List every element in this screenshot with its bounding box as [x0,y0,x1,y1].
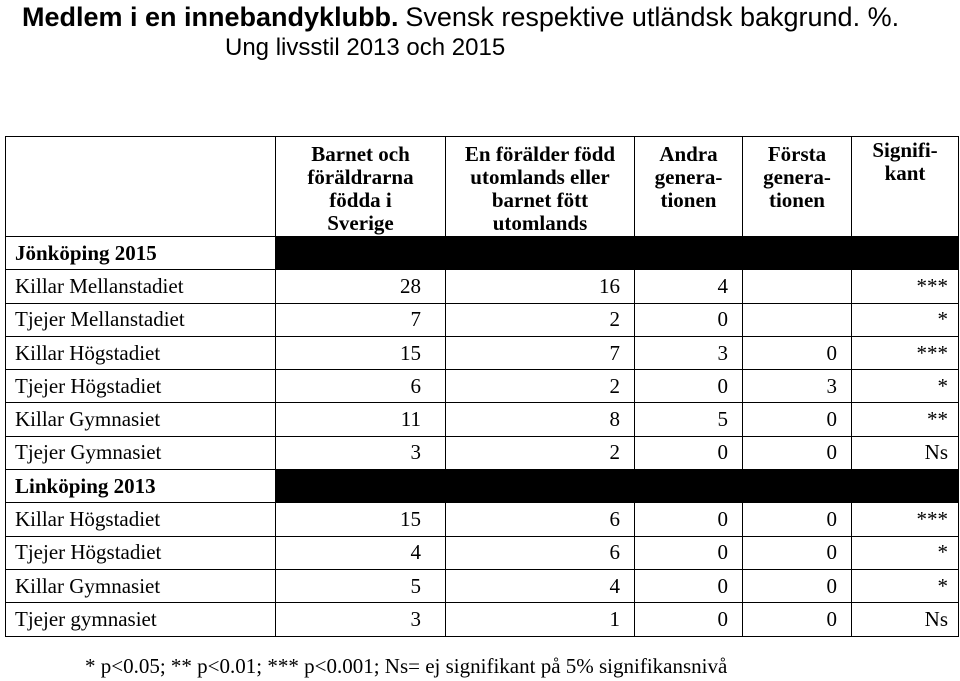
cell-value: 0 [743,336,852,369]
cell-significance: *** [852,503,959,536]
col-header-line: Första [767,142,827,166]
cell-value: 4 [635,270,743,303]
row-label: Tjejer Högstadiet [6,370,276,403]
table-header-row [6,137,959,237]
col-header-line: födda i [329,188,392,212]
title-bold: Medlem i en innebandyklubb. [22,2,399,32]
cell-value: 3 [276,603,446,636]
cell-value: 0 [635,569,743,602]
cell-value: 0 [743,403,852,436]
cell-value: 0 [743,503,852,536]
cell-value: 16 [446,270,635,303]
table-row [6,603,959,636]
col-header-second-generation [635,137,743,237]
page-title [22,2,899,32]
table-row [6,569,959,602]
title-rest: Svensk respektive utländsk bakgrund. %. [405,2,900,32]
table-row [6,403,959,436]
cell-value: 7 [276,303,446,336]
row-label: Tjejer gymnasiet [6,603,276,636]
col-header-first-generation [743,137,852,237]
cell-value: 2 [446,303,635,336]
table-body [6,237,959,637]
footnote: * p<0.05; ** p<0.01; *** p<0.001; Ns= ej signifikant på 5% signifikansnivå [85,654,728,678]
cell-value: 4 [446,569,635,602]
col-header-line: tionen [660,188,717,212]
col-header-line: genera- [654,165,723,189]
cell-significance: *** [852,336,959,369]
cell-value: 15 [276,503,446,536]
cell-significance: ** [852,403,959,436]
table-row [6,536,959,569]
cell-value: 2 [446,370,635,403]
col-header-line: barnet fött [491,188,589,212]
cell-value: 0 [635,370,743,403]
row-label: Killar Högstadiet [6,503,276,536]
cell-value: 3 [743,370,852,403]
row-label: Killar Gymnasiet [6,569,276,602]
data-table [5,136,959,637]
col-header-line: utomlands eller [470,165,610,189]
cell-value: 6 [446,503,635,536]
group-label: Linköping 2013 [6,470,276,503]
cell-value [743,270,852,303]
cell-value: 3 [635,336,743,369]
col-header-line: En förälder född [464,142,616,166]
cell-value: 0 [635,536,743,569]
cell-significance: * [852,569,959,602]
cell-significance: * [852,536,959,569]
cell-value: 6 [446,536,635,569]
row-label: Tjejer Mellanstadiet [6,303,276,336]
cell-value: 8 [446,403,635,436]
row-label: Tjejer Högstadiet [6,536,276,569]
cell-value: 4 [276,536,446,569]
col-header-line: genera- [763,165,831,189]
cell-value: 3 [276,436,446,469]
group-header-row [6,470,959,503]
cell-value: 15 [276,336,446,369]
table-row [6,270,959,303]
cell-value: 5 [635,403,743,436]
group-header-row [6,237,959,270]
table-row [6,336,959,369]
cell-value: 0 [635,603,743,636]
col-header-sweden [276,137,446,237]
col-header-significant [852,137,959,237]
cell-significance: *** [852,270,959,303]
cell-significance: * [852,303,959,336]
col-header-line: tionen [768,188,825,212]
col-header-line: Signifi- [872,138,938,162]
row-label: Killar Högstadiet [6,336,276,369]
table-row [6,436,959,469]
cell-value: 5 [276,569,446,602]
header-empty [6,137,276,237]
cell-value: 0 [635,303,743,336]
cell-value: 0 [635,503,743,536]
cell-significance: Ns [852,436,959,469]
col-header-line: föräldrarna [307,165,414,189]
col-header-line: Barnet och [311,142,410,166]
group-divider [276,237,959,270]
cell-value: 6 [276,370,446,403]
cell-value [743,303,852,336]
col-header-one-parent-abroad [446,137,635,237]
cell-significance: * [852,370,959,403]
col-header-line: utomlands [492,211,588,235]
col-header-line: Andra [659,142,718,166]
cell-value: 0 [743,536,852,569]
col-header-line: Sverige [327,211,394,235]
cell-value: 0 [743,436,852,469]
group-divider [276,470,959,503]
row-label: Killar Mellanstadiet [6,270,276,303]
col-header-line: kant [884,161,926,185]
cell-significance: Ns [852,603,959,636]
row-label: Tjejer Gymnasiet [6,436,276,469]
cell-value: 11 [276,403,446,436]
cell-value: 0 [635,436,743,469]
table-row [6,303,959,336]
cell-value: 0 [743,569,852,602]
table-row [6,370,959,403]
cell-value: 2 [446,436,635,469]
cell-value: 1 [446,603,635,636]
cell-value: 0 [743,603,852,636]
row-label: Killar Gymnasiet [6,403,276,436]
group-label: Jönköping 2015 [6,237,276,270]
page-subtitle: Ung livsstil 2013 och 2015 [225,34,506,61]
cell-value: 7 [446,336,635,369]
cell-value: 28 [276,270,446,303]
table-row [6,503,959,536]
